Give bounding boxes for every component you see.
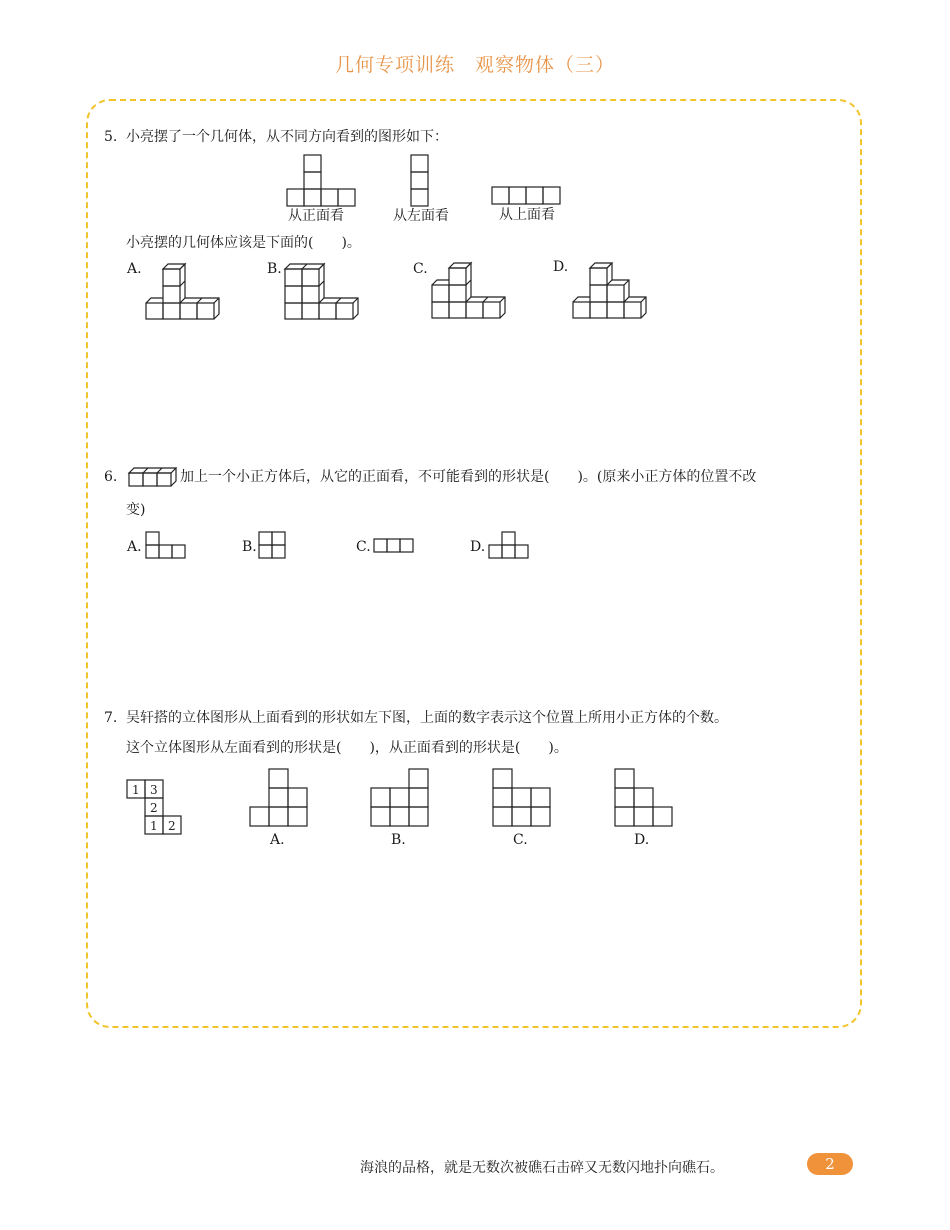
option-a-label[interactable]: A. (127, 261, 142, 277)
question-stem-continued: 变) (126, 502, 146, 518)
view-label-left: 从左面看 (393, 208, 449, 224)
option-c-label[interactable]: C. (413, 261, 428, 277)
question-stem: 吴轩搭的立体图形从上面看到的形状如左下图，上面的数字表示这个位置上所用小正方体的个数。 (126, 710, 728, 726)
question-number: 6. (104, 469, 118, 485)
question-number: 5. (104, 129, 118, 145)
option-d-figure[interactable] (615, 769, 675, 827)
option-c-figure[interactable] (432, 262, 512, 320)
question-prompt: 这个立体图形从左面看到的形状是( )，从正面看到的形状是( )。 (126, 740, 568, 756)
option-a-label[interactable]: A. (270, 832, 285, 848)
option-c-label[interactable]: C. (513, 832, 528, 848)
view-label-front: 从正面看 (288, 208, 344, 224)
cell-value: 1 (150, 819, 158, 833)
option-a-figure[interactable] (250, 769, 310, 827)
question-stem: 小亮摆了一个几何体，从不同方向看到的图形如下： (126, 129, 448, 145)
option-d-label[interactable]: D. (470, 539, 486, 555)
front-view-figure (287, 155, 357, 207)
option-c-figure[interactable] (374, 539, 416, 553)
top-view-figure (492, 187, 562, 205)
option-d-label[interactable]: D. (553, 259, 569, 275)
view-label-top: 从上面看 (499, 207, 555, 223)
option-b-figure[interactable] (371, 769, 431, 827)
option-b-figure[interactable] (259, 532, 287, 559)
option-a-figure[interactable] (146, 263, 226, 321)
page-title: 几何专项训练 观察物体（三） (334, 54, 615, 76)
question-prompt: 小亮摆的几何体应该是下面的( )。 (126, 235, 361, 251)
footer-quote: 海浪的品格，就是无数次被礁石击碎又无数闪地扑向礁石。 (360, 1160, 724, 1176)
question-stem: 加上一个小正方体后，从它的正面看，不可能看到的形状是( )。(原来小正方体的位置不改 (180, 469, 757, 485)
option-a-label[interactable]: A. (127, 539, 142, 555)
option-b-label[interactable]: B. (267, 261, 282, 277)
option-d-label[interactable]: D. (634, 832, 650, 848)
cell-value: 2 (168, 819, 176, 833)
page-number-badge: 2 (807, 1153, 853, 1175)
option-d-figure[interactable] (489, 532, 531, 559)
left-view-figure (411, 155, 429, 207)
cell-value: 1 (132, 783, 140, 797)
top-view-number-grid (127, 780, 187, 838)
cell-value: 2 (150, 801, 158, 815)
option-b-label[interactable]: B. (391, 832, 406, 848)
option-c-figure[interactable] (493, 769, 553, 827)
option-b-label[interactable]: B. (242, 539, 257, 555)
option-a-figure[interactable] (146, 532, 188, 559)
option-b-figure[interactable] (285, 263, 365, 321)
cell-value: 3 (150, 783, 158, 797)
three-cube-row-figure (129, 468, 179, 488)
option-c-label[interactable]: C. (356, 539, 371, 555)
option-d-figure[interactable] (573, 262, 653, 320)
question-number: 7. (104, 710, 118, 726)
